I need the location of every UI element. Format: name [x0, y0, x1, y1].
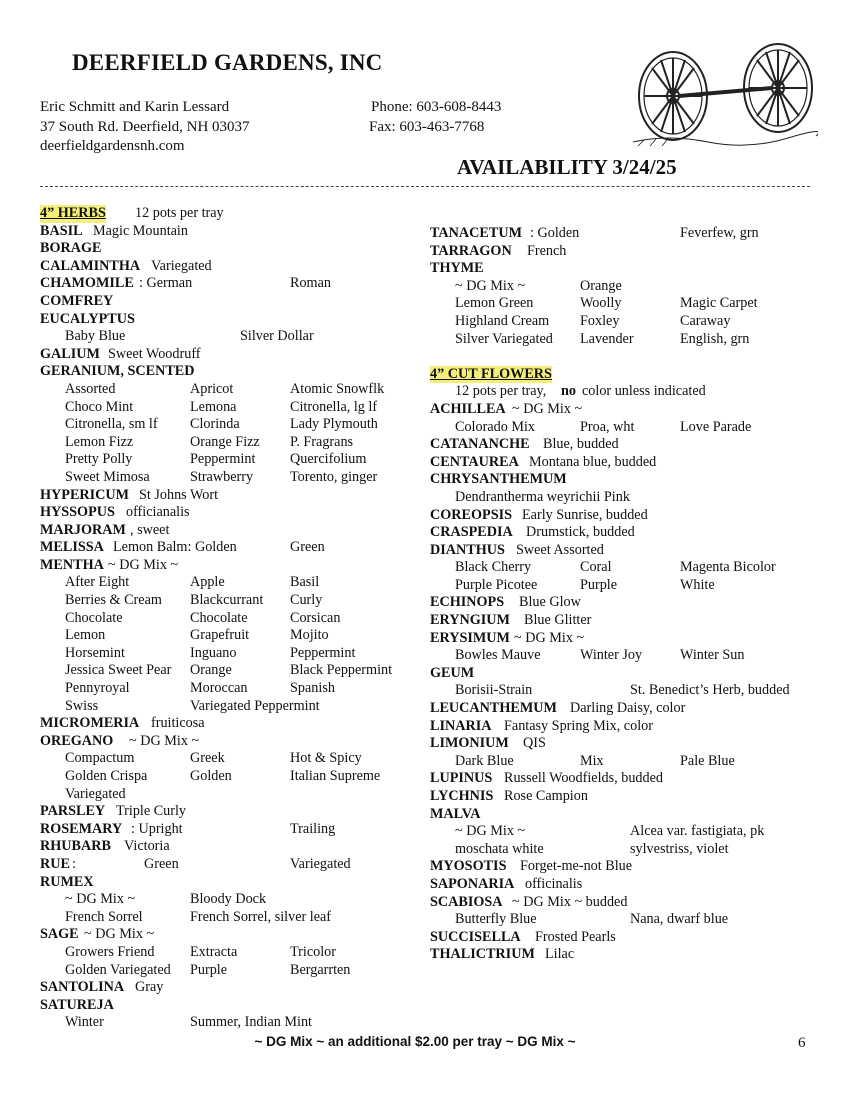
- plant-variety: Extracta: [190, 943, 238, 960]
- plant-name: CHAMOMILE: [40, 275, 134, 292]
- plant-variety: ~ DG Mix ~: [65, 891, 136, 908]
- plant-variety: Swiss: [65, 697, 99, 714]
- plant-variety: Purple: [190, 961, 228, 978]
- plant-variety: Blackcurrant: [190, 592, 264, 609]
- website-link[interactable]: deerfieldgardensnh.com: [40, 138, 185, 154]
- plant-variety: Magic Mountain: [93, 222, 188, 239]
- plant-name: SUCCISELLA: [430, 928, 521, 945]
- plant-variety: Caraway: [680, 312, 731, 329]
- list-item: [430, 225, 830, 243]
- plant-name: MENTHA: [40, 556, 104, 573]
- plant-variety: Sweet Mimosa: [65, 468, 150, 485]
- plant-variety: Trailing: [290, 820, 336, 837]
- plant-name: SANTOLINA: [40, 979, 125, 996]
- plant-variety: Lemon Green: [455, 295, 534, 312]
- list-item: [40, 979, 420, 997]
- plant-variety: Curly: [290, 592, 323, 609]
- phone-number: Phone: 603-608-8443: [371, 99, 502, 115]
- plant-name: CATANANCHE: [430, 436, 530, 453]
- plant-name: COMFREY: [40, 292, 114, 309]
- list-item: [40, 1014, 420, 1032]
- plant-variety: Mojito: [290, 627, 329, 644]
- plant-variety: ~ DG Mix ~: [129, 732, 200, 749]
- plant-name: MYOSOTIS: [430, 858, 507, 875]
- list-item: [430, 911, 830, 929]
- list-item: [430, 770, 830, 788]
- plant-name: BORAGE: [40, 240, 102, 257]
- list-item: [430, 260, 830, 278]
- contact-names: Eric Schmitt and Karin Lessard: [40, 99, 230, 115]
- plant-name: ERYSIMUM: [430, 629, 510, 646]
- plant-variety: Citronella, sm lf: [65, 416, 158, 433]
- plant-name: OREGANO: [40, 732, 114, 749]
- plant-variety: Basil: [290, 574, 320, 591]
- list-item: [40, 574, 420, 592]
- plant-name: TANACETUM: [430, 225, 522, 241]
- plant-variety: Jessica Sweet Pear: [65, 662, 172, 679]
- plant-variety: Strawberry: [190, 468, 254, 485]
- section-heading: 4” CUT FLOWERS: [430, 365, 552, 382]
- plant-variety: White: [680, 576, 715, 593]
- plant-variety: Atomic Snowflk: [290, 380, 385, 397]
- plant-variety: Winter Joy: [580, 647, 643, 664]
- plant-variety: sylvestriss, violet: [630, 840, 729, 857]
- plant-name: GALIUM: [40, 345, 100, 362]
- plant-variety: Borisii-Strain: [455, 682, 533, 699]
- plant-variety: 12 pots per tray: [135, 205, 224, 221]
- plant-name: HYPERICUM: [40, 486, 130, 503]
- list-item: [430, 858, 830, 876]
- plant-variety: Blue Glitter: [524, 612, 592, 629]
- page-number: 6: [798, 1035, 806, 1051]
- list-item: [40, 768, 420, 786]
- plant-variety: Greek: [190, 750, 225, 767]
- plant-variety: French Sorrel: [65, 908, 143, 925]
- list-item: [40, 328, 420, 346]
- plant-name: PARSLEY: [40, 803, 106, 820]
- wagon-wheels-logo: [628, 38, 818, 150]
- plant-variety: Butterfly Blue: [455, 911, 537, 928]
- list-item: [430, 366, 830, 384]
- list-item: [430, 542, 830, 560]
- plant-variety: ~ DG Mix ~: [84, 926, 155, 943]
- divider: [40, 186, 810, 187]
- list-item: [430, 489, 830, 507]
- list-item: [430, 436, 830, 454]
- plant-name: ACHILLEA: [430, 400, 506, 417]
- plant-variety: Lemon Balm: Golden: [113, 539, 237, 556]
- plant-name: GERANIUM, SCENTED: [40, 363, 195, 380]
- plant-variety: ~ DG Mix ~: [455, 277, 526, 294]
- plant-name: MALVA: [430, 805, 481, 822]
- list-item: [430, 559, 830, 577]
- plant-variety: Apple: [190, 574, 225, 591]
- list-item: [430, 788, 830, 806]
- plant-variety: Chocolate: [190, 609, 248, 626]
- plant-variety: Italian Supreme: [290, 768, 381, 784]
- plant-variety: Sweet Woodruff: [108, 345, 201, 362]
- plant-variety: Pennyroyal: [65, 680, 130, 697]
- plant-variety: French Sorrel, silver leaf: [190, 908, 332, 925]
- plant-variety: Lemon Fizz: [65, 433, 134, 450]
- plant-variety: Love Parade: [680, 418, 752, 435]
- list-item: [430, 419, 830, 437]
- list-item: [40, 539, 420, 557]
- plant-variety: Peppermint: [290, 644, 356, 661]
- list-item: [430, 383, 830, 401]
- plant-variety: Woolly: [580, 295, 622, 312]
- plant-variety: :: [72, 855, 76, 872]
- plant-variety: Berries & Cream: [65, 592, 162, 609]
- plant-variety: Chocolate: [65, 609, 123, 626]
- plant-variety: Silver Variegated: [455, 330, 553, 347]
- plant-variety: Silver Dollar: [240, 328, 314, 345]
- list-item: [430, 331, 830, 349]
- plant-variety: Clorinda: [190, 416, 240, 433]
- list-item: [430, 682, 830, 700]
- plant-variety: Baby Blue: [65, 328, 126, 345]
- list-item: [40, 680, 420, 698]
- list-item: [40, 416, 420, 434]
- list-item: [430, 665, 830, 683]
- plant-name: ECHINOPS: [430, 594, 505, 611]
- plant-variety: fruiticosa: [151, 715, 205, 732]
- company-name: DEERFIELD GARDENS, INC: [72, 50, 383, 75]
- plant-variety: Black Peppermint: [290, 662, 393, 679]
- fax-number: Fax: 603-463-7768: [369, 118, 485, 135]
- list-item: [40, 645, 420, 663]
- plant-name: COREOPSIS: [430, 506, 512, 523]
- list-item: [430, 929, 830, 947]
- list-item: [40, 856, 420, 874]
- plant-variety: Quercifolium: [290, 451, 367, 468]
- plant-name: CRASPEDIA: [430, 524, 513, 541]
- plant-name: RUE: [40, 855, 70, 872]
- plant-variety: Winter: [65, 1014, 104, 1031]
- plant-variety: Variegated: [151, 257, 212, 274]
- plant-variety: Moroccan: [190, 680, 248, 697]
- list-item: [430, 577, 830, 595]
- plant-variety: ~ DG Mix ~: [514, 629, 585, 646]
- plant-variety: Proa, wht: [580, 418, 635, 435]
- plant-name: LUPINUS: [430, 770, 493, 787]
- plant-variety: Blue, budded: [543, 436, 619, 453]
- list-item: [430, 876, 830, 894]
- plant-variety: English, grn: [680, 330, 750, 347]
- plant-variety: Blue Glow: [519, 594, 581, 611]
- list-item: [430, 401, 830, 419]
- list-item: [40, 293, 420, 311]
- list-item: [40, 997, 420, 1015]
- list-item: [40, 363, 420, 381]
- list-item: [40, 381, 420, 399]
- plant-variety: Bowles Mauve: [455, 647, 541, 664]
- list-item: [40, 874, 420, 892]
- plant-name: HYSSOPUS: [40, 504, 115, 521]
- list-item: [40, 786, 420, 804]
- list-item: [430, 348, 830, 366]
- dg-mix-footer-note: ~ DG Mix ~ an additional $2.00 per tray ~ DG Mix ~: [254, 1034, 576, 1049]
- plant-name: MARJORAM: [40, 521, 126, 538]
- plant-name: GEUM: [430, 664, 475, 681]
- plant-variety: Drumstick, budded: [526, 524, 635, 541]
- plant-variety: Dark Blue: [455, 752, 514, 769]
- plant-variety: Pale Blue: [680, 752, 735, 769]
- list-item: [430, 841, 830, 859]
- plant-variety: QIS: [523, 735, 546, 752]
- plant-variety: Bergarrten: [290, 961, 351, 978]
- plant-name: no: [561, 383, 576, 400]
- plant-variety: Orange: [190, 662, 232, 679]
- list-item: [40, 487, 420, 505]
- list-item: [40, 803, 420, 821]
- plant-variety: : German: [139, 275, 193, 292]
- list-item: [40, 434, 420, 452]
- contact-address: 37 South Rd. Deerfield, NH 03037: [40, 118, 250, 135]
- list-item: [40, 311, 420, 329]
- plant-name: TARRAGON: [430, 242, 512, 259]
- list-item: [430, 454, 830, 472]
- plant-variety: Variegated Peppermint: [190, 697, 320, 714]
- plant-variety: Spanish: [290, 680, 335, 697]
- plant-variety: St. Benedict’s Herb, budded: [630, 682, 790, 699]
- list-item: [40, 346, 420, 364]
- plant-name: LIMONIUM: [430, 735, 509, 752]
- plant-name: DIANTHUS: [430, 541, 505, 558]
- plant-variety: Rose Campion: [504, 788, 588, 804]
- list-item: [430, 594, 830, 612]
- plant-variety: Victoria: [124, 838, 170, 855]
- list-item: [40, 821, 420, 839]
- plant-variety: Black Cherry: [455, 559, 532, 576]
- plant-variety: Peppermint: [190, 451, 256, 468]
- plant-variety: Apricot: [190, 380, 234, 397]
- plant-name: THYME: [430, 260, 484, 277]
- plant-name: CENTAUREA: [430, 453, 519, 470]
- list-item: [430, 735, 830, 753]
- list-item: [40, 909, 420, 927]
- plant-variety: French: [527, 242, 567, 259]
- list-item: [40, 205, 420, 223]
- plant-name: BASIL: [40, 222, 83, 239]
- list-item: [40, 944, 420, 962]
- right-column: [430, 225, 830, 964]
- plant-name: SATUREJA: [40, 996, 114, 1013]
- plant-name: RHUBARB: [40, 838, 111, 855]
- list-item: [40, 451, 420, 469]
- list-item: [40, 275, 420, 293]
- plant-variety: Magic Carpet: [680, 295, 758, 312]
- list-item: [430, 295, 830, 313]
- list-item: [430, 471, 830, 489]
- plant-variety: ~ DG Mix ~ budded: [512, 893, 628, 910]
- plant-name: MELISSA: [40, 539, 104, 556]
- list-item: [40, 662, 420, 680]
- plant-variety: Lilac: [545, 946, 575, 963]
- list-item: [430, 946, 830, 964]
- plant-name: LEUCANTHEMUM: [430, 700, 557, 717]
- plant-variety: Torento, ginger: [290, 468, 378, 485]
- plant-variety: Variegated: [65, 785, 126, 802]
- plant-variety: Bloody Dock: [190, 891, 267, 908]
- plant-variety: ~ DG Mix ~: [512, 400, 583, 417]
- plant-variety: ~ DG Mix ~: [455, 823, 526, 840]
- plant-variety: Assorted: [65, 380, 116, 397]
- list-item: [40, 891, 420, 909]
- plant-variety: Montana blue, budded: [529, 453, 657, 470]
- list-item: [40, 733, 420, 751]
- plant-variety: Orange: [580, 277, 622, 294]
- plant-variety: Orange Fizz: [190, 433, 260, 450]
- list-item: [40, 750, 420, 768]
- list-item: [40, 557, 420, 575]
- plant-variety: Lady Plymouth: [290, 416, 378, 433]
- plant-variety: Compactum: [65, 750, 135, 767]
- list-item: [430, 612, 830, 630]
- list-item: [430, 894, 830, 912]
- plant-variety: ~ DG Mix ~: [108, 556, 179, 573]
- plant-variety: Lemon: [65, 627, 106, 644]
- plant-variety: Feverfew, grn: [680, 225, 759, 241]
- list-item: [430, 313, 830, 331]
- plant-variety: Purple Picotee: [455, 576, 538, 593]
- plant-name: ROSEMARY: [40, 820, 123, 837]
- list-item: [40, 838, 420, 856]
- list-item: [40, 223, 420, 241]
- plant-variety: Magenta Bicolor: [680, 559, 776, 576]
- plant-variety: After Eight: [65, 574, 130, 591]
- plant-variety: Choco Mint: [65, 398, 134, 415]
- plant-name: EUCALYPTUS: [40, 310, 135, 327]
- plant-name: RUMEX: [40, 873, 94, 890]
- plant-variety: color unless indicated: [582, 383, 706, 400]
- list-item: [430, 753, 830, 771]
- list-item: [40, 469, 420, 487]
- list-item: [40, 504, 420, 522]
- list-item: [40, 258, 420, 276]
- plant-variety: Roman: [290, 275, 331, 292]
- plant-variety: Highland Cream: [455, 312, 550, 329]
- plant-variety: St Johns Wort: [139, 486, 219, 503]
- plant-variety: officianalis: [126, 504, 190, 521]
- plant-variety: Horsemint: [65, 644, 125, 661]
- plant-name: ERYNGIUM: [430, 612, 510, 629]
- plant-variety: Tricolor: [290, 943, 336, 960]
- list-item: [40, 240, 420, 258]
- left-column: [40, 205, 420, 1032]
- list-item: [40, 715, 420, 733]
- plant-variety: Grapefruit: [190, 627, 250, 644]
- plant-variety: Variegated: [290, 855, 351, 872]
- plant-name: LYCHNIS: [430, 788, 494, 804]
- plant-variety: Golden: [190, 768, 232, 784]
- plant-variety: Pretty Polly: [65, 451, 133, 468]
- plant-variety: Winter Sun: [680, 647, 745, 664]
- plant-variety: Colorado Mix: [455, 418, 535, 435]
- plant-name: SAGE: [40, 926, 79, 943]
- plant-variety: Sweet Assorted: [516, 541, 604, 558]
- list-item: [430, 823, 830, 841]
- plant-variety: Purple: [580, 576, 618, 593]
- list-item: [430, 524, 830, 542]
- plant-variety: Summer, Indian Mint: [190, 1014, 312, 1031]
- plant-name: LINARIA: [430, 717, 492, 734]
- plant-name: MICROMERIA: [40, 715, 140, 732]
- plant-variety: Green: [290, 539, 325, 556]
- plant-name: CHRYSANTHEMUM: [430, 471, 567, 488]
- plant-variety: Citronella, lg lf: [290, 398, 378, 415]
- plant-variety: Hot & Spicy: [290, 750, 362, 767]
- list-item: [40, 610, 420, 628]
- plant-variety: Russell Woodfields, budded: [504, 770, 663, 787]
- plant-variety: Nana, dwarf blue: [630, 911, 729, 928]
- availability-title: AVAILABILITY 3/24/25: [457, 155, 677, 179]
- plant-variety: Alcea var. fastigiata, pk: [630, 823, 765, 840]
- list-item: [430, 647, 830, 665]
- list-item: [430, 243, 830, 261]
- list-item: [40, 592, 420, 610]
- list-item: [40, 698, 420, 716]
- plant-variety: Fantasy Spring Mix, color: [504, 717, 653, 734]
- plant-variety: moschata white: [455, 840, 544, 857]
- section-heading: 4” HERBS: [40, 205, 106, 221]
- plant-variety: Inguano: [190, 644, 237, 661]
- list-item: [430, 806, 830, 824]
- plant-variety: Lavender: [580, 330, 634, 347]
- plant-variety: Coral: [580, 559, 612, 576]
- plant-variety: : Golden: [530, 225, 580, 241]
- plant-variety: 12 pots per tray,: [455, 383, 547, 400]
- plant-variety: Triple Curly: [116, 803, 187, 820]
- plant-variety: Forget-me-not Blue: [520, 858, 633, 875]
- plant-variety: Dendrantherma weyrichii Pink: [455, 488, 630, 505]
- plant-variety: Early Sunrise, budded: [522, 506, 648, 523]
- list-item: [430, 718, 830, 736]
- list-item: [40, 399, 420, 417]
- list-item: [430, 700, 830, 718]
- plant-variety: Mix: [580, 752, 604, 769]
- list-item: [40, 962, 420, 980]
- plant-name: CALAMINTHA: [40, 257, 141, 274]
- plant-name: SAPONARIA: [430, 875, 515, 892]
- plant-variety: Lemona: [190, 398, 237, 415]
- plant-variety: , sweet: [130, 521, 170, 538]
- plant-variety: officinalis: [525, 875, 583, 892]
- plant-name: THALICTRIUM: [430, 946, 535, 963]
- plant-variety: Corsican: [290, 609, 341, 626]
- list-item: [430, 507, 830, 525]
- plant-variety: : Upright: [131, 820, 183, 837]
- plant-variety: Gray: [135, 979, 164, 996]
- list-item: [40, 926, 420, 944]
- list-item: [430, 278, 830, 296]
- list-item: [40, 627, 420, 645]
- plant-variety: Golden Variegated: [65, 961, 171, 978]
- plant-variety: P. Fragrans: [290, 433, 354, 450]
- plant-name: SCABIOSA: [430, 893, 503, 910]
- plant-variety: Growers Friend: [65, 943, 155, 960]
- list-item: [430, 630, 830, 648]
- plant-variety: Golden Crispa: [65, 768, 148, 784]
- plant-variety: Foxley: [580, 312, 620, 329]
- list-item: [40, 522, 420, 540]
- plant-variety: Frosted Pearls: [535, 928, 616, 945]
- plant-variety: Darling Daisy, color: [570, 700, 686, 717]
- plant-variety: Green: [144, 855, 179, 872]
